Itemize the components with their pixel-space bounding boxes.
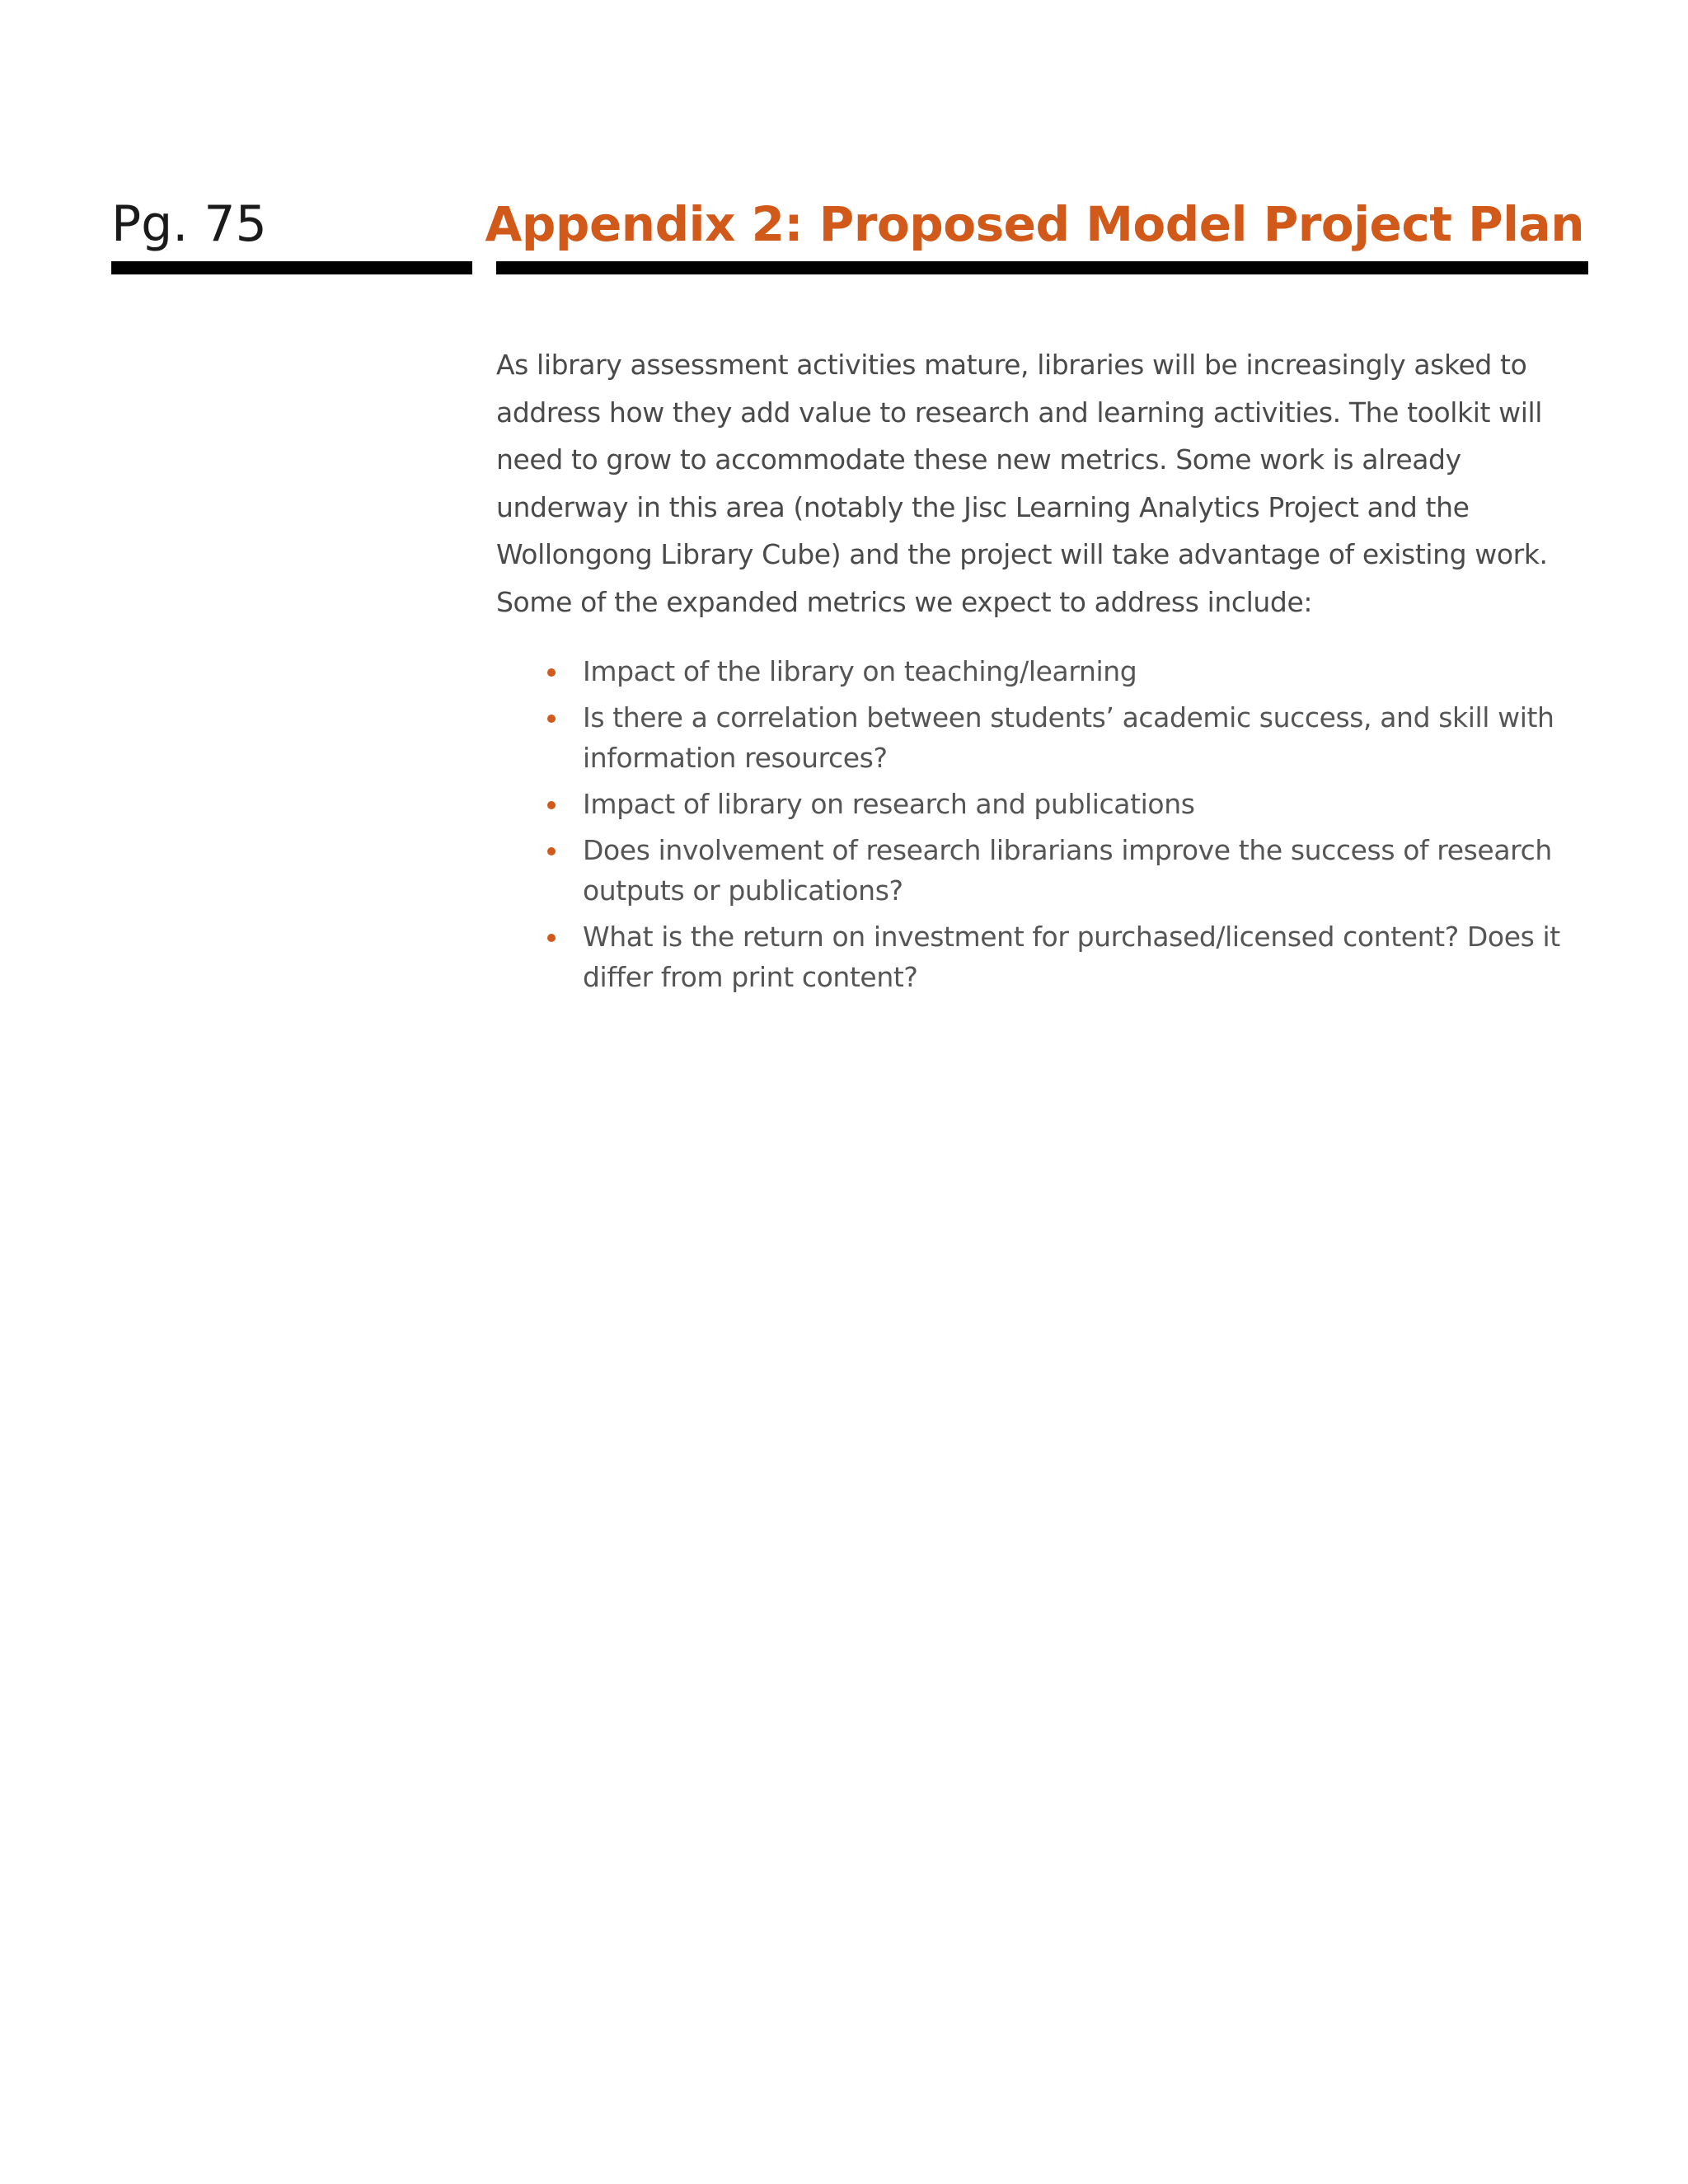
bullet-icon — [547, 801, 556, 809]
bullet-icon — [547, 847, 556, 855]
right-header-rule — [496, 261, 1588, 274]
bullet-icon — [547, 668, 556, 677]
metrics-list — [496, 651, 1588, 1003]
list-item — [496, 830, 1588, 911]
bullet-icon — [547, 715, 556, 723]
left-header-rule — [111, 261, 472, 274]
bullet-icon — [547, 934, 556, 942]
list-item — [496, 784, 1588, 824]
list-item-text: Impact of library on research and publications — [583, 788, 1195, 820]
list-item — [496, 651, 1588, 691]
list-item-text: What is the return on investment for purchased/licensed content? Does it differ from print content? — [583, 921, 1560, 993]
page-title: Appendix 2: Proposed Model Project Plan — [485, 196, 1584, 252]
list-item-text: Is there a correlation between students’ academic success, and skill with information resources? — [583, 701, 1554, 774]
list-item — [496, 697, 1588, 778]
intro-paragraph: As library assessment activities mature, libraries will be increasingly asked to address how they add value to research and learning activities. The toolkit will need to grow to accommodate these new metrics. Some work is already underway in this area (notably the Jisc Learning Analytics Project and the Wollongong Library Cube) and the project will take advantage of existing work. Some of the expanded metrics we expect to address include: — [496, 349, 1548, 618]
list-item-text: Does involvement of research librarians improve the success of research outputs or publications? — [583, 834, 1552, 907]
list-item-text: Impact of the library on teaching/learning — [583, 655, 1137, 687]
page-number: Pg. 75 — [111, 195, 267, 253]
list-item — [496, 916, 1588, 997]
